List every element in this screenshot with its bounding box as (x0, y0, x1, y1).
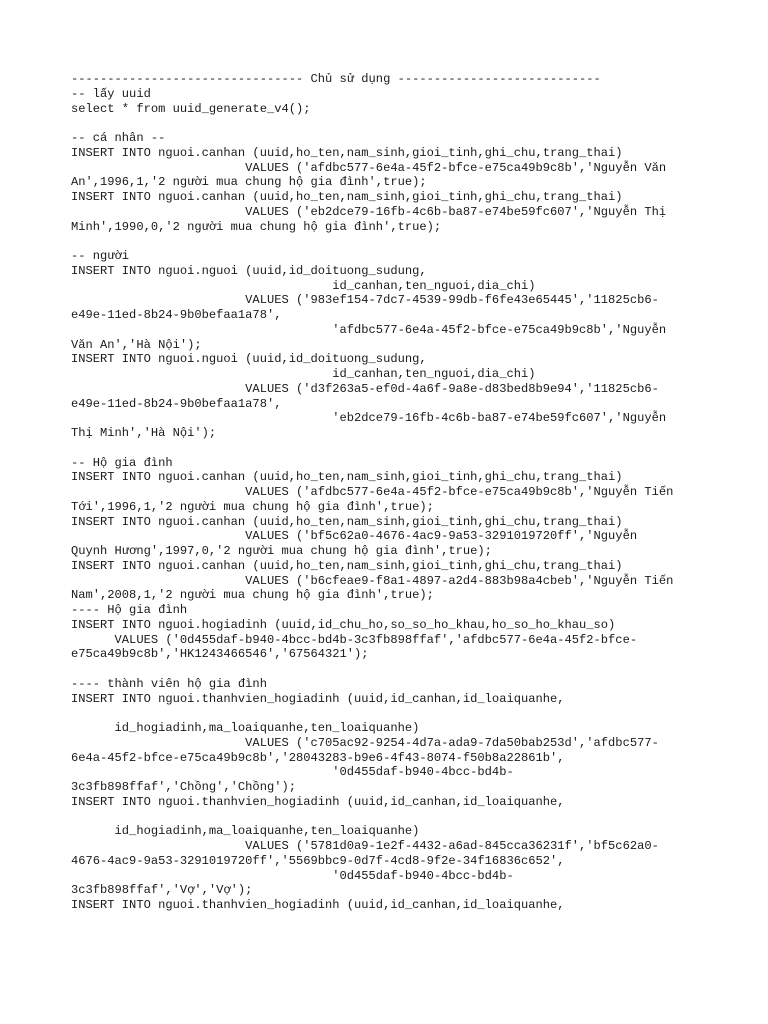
code-line: id_canhan,ten_nguoi,dia_chi) (71, 278, 536, 293)
code-line: Quynh Hương',1997,0,'2 người mua chung hộ gia đình',true); (71, 544, 492, 558)
code-line: INSERT INTO nguoi.canhan (uuid,ho_ten,nam_sinh,gioi_tinh,ghi_chu,trang_thai) (71, 558, 623, 573)
code-line: '0d455daf-b940-4bcc-bd4b- (71, 765, 514, 780)
code-line (71, 662, 731, 677)
code-line: An',1996,1,'2 người mua chung hộ gia đình',true); (71, 175, 427, 190)
code-line: INSERT INTO nguoi.thanhvien_hogiadinh (uuid,id_canhan,id_loaiquanhe, (71, 794, 565, 809)
code-line (71, 810, 731, 825)
code-line: '0d455daf-b940-4bcc-bd4b- (71, 868, 514, 883)
code-line: e49e-11ed-8b24-9b0befaa1a78', (71, 396, 282, 411)
code-line: VALUES ('bf5c62a0-4676-4ac9-9a53-3291019720ff','Nguyễn (71, 529, 638, 544)
code-line: 'afdbc577-6e4a-45f2-bfce-e75ca49b9c8b','Nguyễn (71, 322, 667, 337)
code-line: -- cá nhân -- (71, 131, 166, 145)
code-line: INSERT INTO nguoi.canhan (uuid,ho_ten,nam_sinh,gioi_tinh,ghi_chu,trang_thai) (71, 514, 623, 529)
code-line: 'eb2dce79-16fb-4c6b-ba87-e74be59fc607','Nguyễn (71, 411, 667, 426)
code-line (71, 441, 731, 456)
code-line: e75ca49b9c8b','HK1243466546','67564321'); (71, 647, 369, 662)
code-line: Tới',1996,1,'2 người mua chung hộ gia đình',true); (71, 499, 434, 514)
code-line: INSERT INTO nguoi.thanhvien_hogiadinh (uuid,id_canhan,id_loaiquanhe, (71, 898, 565, 912)
code-line: VALUES ('afdbc577-6e4a-45f2-bfce-e75ca49b9c8b','Nguyễn Văn (71, 160, 667, 175)
code-line (71, 913, 731, 928)
code-line: select * from uuid_generate_v4(); (71, 101, 311, 116)
code-line: id_hogiadinh,ma_loaiquanhe,ten_loaiquanhe) (71, 824, 420, 839)
code-line (71, 706, 731, 721)
code-line: ---- thành viên hộ gia đình (71, 676, 267, 691)
code-line: -- người (71, 249, 130, 263)
code-line: VALUES ('eb2dce79-16fb-4c6b-ba87-e74be59fc607','Nguyễn Thị (71, 204, 667, 219)
code-line: e49e-11ed-8b24-9b0befaa1a78', (71, 308, 282, 322)
code-line: VALUES ('5781d0a9-1e2f-4432-a6ad-845cca36231f','bf5c62a0- (71, 839, 659, 853)
code-line (71, 234, 731, 249)
code-line: id_canhan,ten_nguoi,dia_chi) (71, 367, 536, 381)
code-line: VALUES ('c705ac92-9254-4d7a-ada9-7da50bab253d','afdbc577- (71, 735, 659, 750)
code-line: INSERT INTO nguoi.canhan (uuid,ho_ten,nam_sinh,gioi_tinh,ghi_chu,trang_thai) (71, 145, 623, 160)
code-line: -- Hộ gia đình (71, 455, 173, 470)
code-line: INSERT INTO nguoi.canhan (uuid,ho_ten,nam_sinh,gioi_tinh,ghi_chu,trang_thai) (71, 470, 623, 485)
code-line: Thị Minh','Hà Nội'); (71, 426, 217, 440)
code-line: INSERT INTO nguoi.hogiadinh (uuid,id_chu_ho,so_so_ho_khau,ho_so_ho_khau_so) (71, 617, 616, 632)
code-line: INSERT INTO nguoi.nguoi (uuid,id_doituong_sudung, (71, 263, 427, 278)
code-line: VALUES ('d3f263a5-ef0d-4a6f-9a8e-d83bed8b9e94','11825cb6- (71, 381, 659, 396)
code-line: VALUES ('0d455daf-b940-4bcc-bd4b-3c3fb898ffaf','afdbc577-6e4a-45f2-bfce- (71, 632, 638, 647)
code-line (71, 116, 731, 131)
code-line: 3c3fb898ffaf','Vợ','Vợ'); (71, 883, 253, 898)
code-line: VALUES ('afdbc577-6e4a-45f2-bfce-e75ca49b9c8b','Nguyễn Tiến (71, 485, 674, 499)
code-line: Nam',2008,1,'2 người mua chung hộ gia đình',true); (71, 588, 434, 603)
document-page (71, 72, 731, 928)
code-line: Minh',1990,0,'2 người mua chung hộ gia đình',true); (71, 219, 442, 234)
code-line: 3c3fb898ffaf','Chồng','Chồng'); (71, 780, 296, 794)
code-line: VALUES ('983ef154-7dc7-4539-99db-f6fe43e65445','11825cb6- (71, 293, 659, 308)
code-line: -------------------------------- Chủ sử dụng ---------------------------- (71, 72, 601, 86)
code-line: id_hogiadinh,ma_loaiquanhe,ten_loaiquanhe) (71, 721, 420, 735)
code-line: VALUES ('b6cfeae9-f8a1-4897-a2d4-883b98a4cbeb','Nguyễn Tiến (71, 573, 674, 588)
code-line: INSERT INTO nguoi.nguoi (uuid,id_doituong_sudung, (71, 352, 427, 367)
code-line: -- lấy uuid (71, 86, 151, 101)
code-line: INSERT INTO nguoi.thanhvien_hogiadinh (uuid,id_canhan,id_loaiquanhe, (71, 691, 565, 706)
sql-code-block (71, 72, 731, 928)
code-line: ---- Hộ gia đình (71, 603, 188, 617)
code-line: Văn An','Hà Nội'); (71, 337, 202, 352)
code-line: 6e4a-45f2-bfce-e75ca49b9c8b','28043283-b9e6-4f43-8074-f50b8a22861b', (71, 750, 565, 765)
code-line: INSERT INTO nguoi.canhan (uuid,ho_ten,nam_sinh,gioi_tinh,ghi_chu,trang_thai) (71, 190, 623, 204)
code-line: 4676-4ac9-9a53-3291019720ff','5569bbc9-0d7f-4cd8-9f2e-34f16836c652', (71, 853, 565, 868)
